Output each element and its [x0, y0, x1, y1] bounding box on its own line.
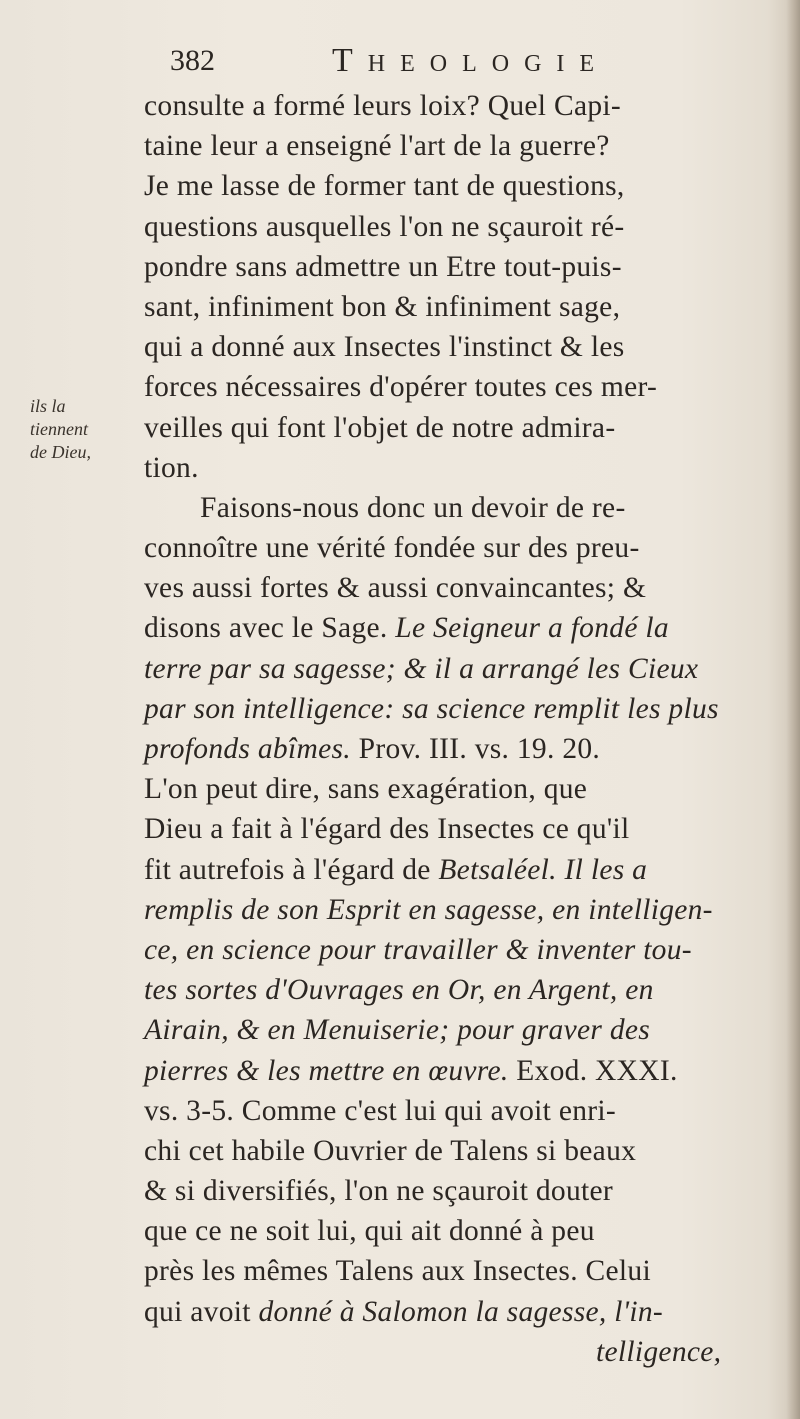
- text-line: [144, 1131, 776, 1171]
- page-edge-shadow: [786, 0, 800, 1419]
- text-run: forces nécessaires d'opérer toutes ces mer-: [144, 371, 658, 404]
- italic-text: donné à Salomon la sagesse, l'in-: [258, 1295, 664, 1328]
- text-line: [144, 448, 776, 488]
- text-run: questions ausquelles l'on ne sçauroit ré-: [144, 210, 625, 243]
- text-line: [144, 367, 776, 407]
- text-run: L'on peut dire, sans exagération, que: [144, 773, 588, 806]
- text-run: sant, infiniment bon & infiniment sage,: [144, 290, 621, 323]
- italic-text: telligence,: [596, 1335, 722, 1368]
- italic-text: Airain, & en Menuiserie; pour graver des: [144, 1014, 651, 1047]
- body-text: [144, 86, 776, 1372]
- text-line: [144, 568, 776, 608]
- text-line: [144, 327, 776, 367]
- text-line: [144, 166, 776, 206]
- text-line: [144, 930, 776, 970]
- text-line: [144, 1332, 776, 1372]
- italic-text: par son intelligence: sa science remplit les plus: [144, 692, 719, 725]
- text-line: [144, 729, 776, 769]
- text-run: pondre sans admettre un Etre tout-puis-: [144, 250, 622, 283]
- text-line: [144, 528, 776, 568]
- text-run: Je me lasse de former tant de questions,: [144, 170, 625, 203]
- text-run: vs. 3-5. Comme c'est lui qui avoit enri-: [144, 1094, 617, 1127]
- text-line: [144, 890, 776, 930]
- page-header: [170, 42, 770, 86]
- text-line: [144, 1171, 776, 1211]
- text-line: [144, 769, 776, 809]
- text-run: qui a donné aux Insectes l'instinct & les: [144, 331, 625, 364]
- text-line: [144, 608, 776, 648]
- text-line: [144, 207, 776, 247]
- italic-text: pierres & les mettre en œuvre.: [144, 1054, 509, 1087]
- italic-text: profonds abîmes.: [144, 733, 351, 765]
- text-line: [144, 247, 776, 287]
- text-line: [144, 1091, 776, 1131]
- text-run: tion.: [144, 451, 199, 484]
- text-run: que ce ne soit lui, qui ait donné à peu: [144, 1215, 595, 1248]
- text-line: [144, 1010, 776, 1050]
- italic-text: ce, en science pour travailler & inventer tou-: [144, 933, 692, 966]
- italic-text: Betsaléel. Il les a: [438, 853, 648, 886]
- text-line: [144, 1251, 776, 1291]
- text-run: & si diversifiés, l'on ne sçauroit douter: [144, 1175, 614, 1208]
- text-line: [144, 86, 776, 126]
- text-line: [144, 408, 776, 448]
- text-run: près les mêmes Talens aux Insectes. Celui: [144, 1255, 651, 1288]
- italic-text: terre par sa sagesse; & il a arrangé les Cieux: [144, 652, 699, 685]
- text-run: Dieu a fait à l'égard des Insectes ce qu'il: [144, 813, 630, 846]
- text-run: ves aussi fortes & aussi convaincantes; &: [144, 572, 647, 605]
- text-line: [144, 488, 776, 528]
- text-run: disons avec le Sage.: [144, 612, 396, 645]
- text-line: [144, 689, 776, 729]
- italic-text: remplis de son Esprit en sagesse, en intelligen-: [144, 893, 713, 926]
- text-line: [144, 287, 776, 327]
- margin-note-line: ils la: [30, 396, 66, 416]
- text-line: [144, 126, 776, 166]
- text-run: veilles qui font l'objet de notre admira-: [144, 411, 616, 444]
- text-line: [144, 649, 776, 689]
- margin-note-line: de Dieu,: [30, 442, 91, 462]
- text-line: [144, 970, 776, 1010]
- text-run: fit autrefois à l'égard de: [144, 853, 439, 886]
- text-run: qui avoit: [144, 1295, 259, 1328]
- margin-note-line: tiennent: [30, 419, 88, 439]
- italic-text: Le Seigneur a fondé la: [395, 612, 669, 645]
- margin-note: [30, 395, 140, 464]
- text-run: consulte a formé leurs loix? Quel Capi-: [144, 90, 622, 122]
- text-line: [144, 1051, 776, 1091]
- text-line: [144, 850, 776, 890]
- text-run: Exod. XXXI.: [508, 1054, 678, 1087]
- text-line: [144, 1292, 776, 1332]
- text-run: chi cet habile Ouvrier de Talens si beaux: [144, 1134, 637, 1167]
- text-run: Prov. III. vs. 19. 20.: [350, 733, 601, 765]
- page-number: 382: [170, 44, 215, 77]
- text-run: taine leur a enseigné l'art de la guerre?: [144, 130, 610, 163]
- text-run: Faisons-nous donc un devoir de re-: [200, 491, 626, 524]
- text-line: [144, 1211, 776, 1251]
- text-line: [144, 809, 776, 849]
- running-title: Theologie: [332, 42, 610, 79]
- text-run: connoître une vérité fondée sur des preu-: [144, 532, 640, 565]
- italic-text: tes sortes d'Ouvrages en Or, en Argent, en: [144, 974, 654, 1007]
